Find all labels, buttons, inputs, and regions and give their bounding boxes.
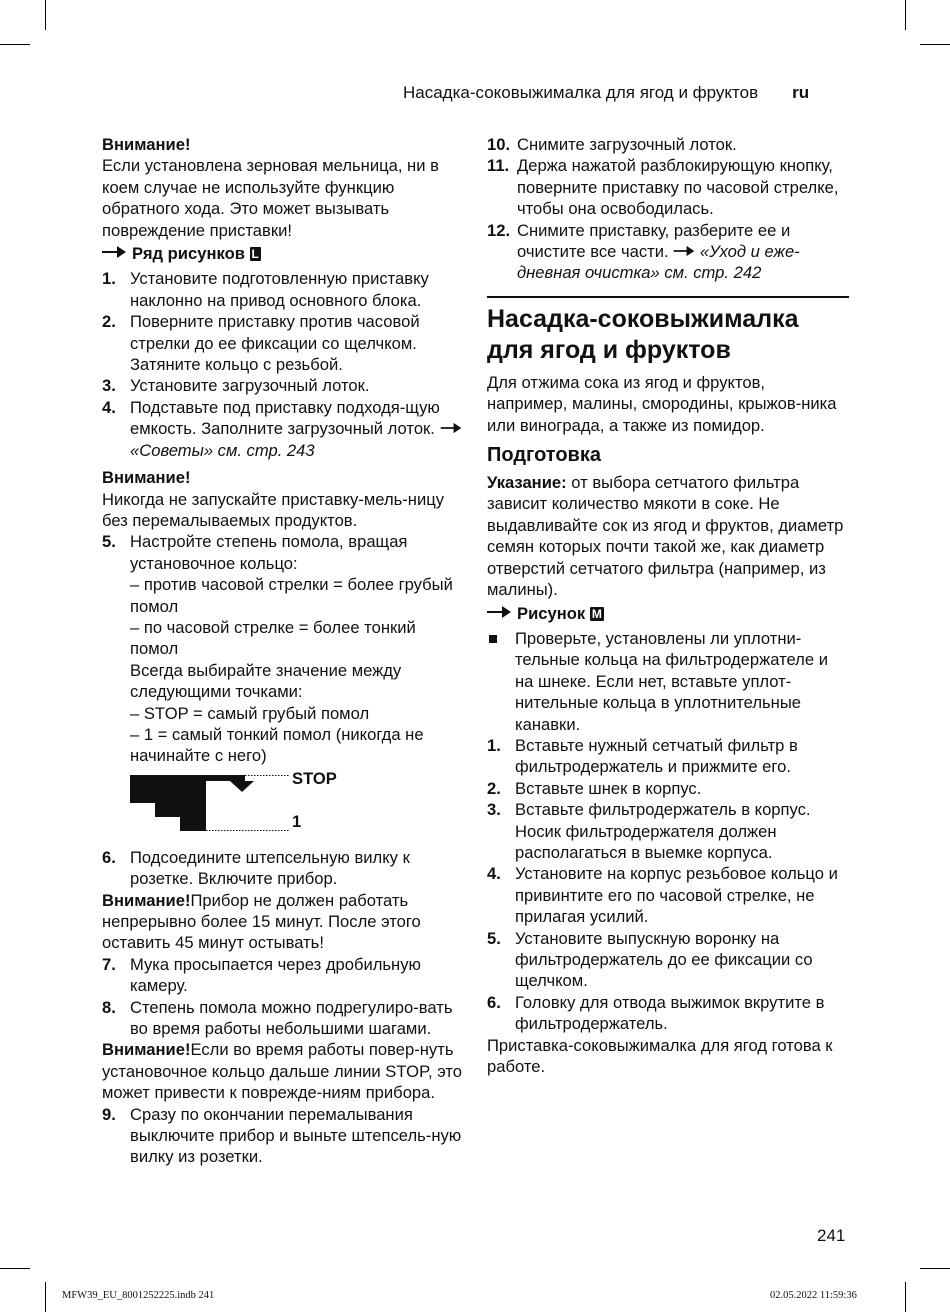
step-text: Вставьте фильтродержатель в корпус. Носик фильтродержателя должен располагаться в выемке корпуса. bbox=[515, 800, 811, 862]
step-text: Степень помола можно подрегулиро-вать во время работы небольшими шагами. bbox=[130, 997, 453, 1039]
subsection-heading: Подготовка bbox=[487, 444, 601, 467]
crop-mark bbox=[45, 1282, 46, 1312]
figure-letter: L bbox=[251, 247, 259, 262]
list-item bbox=[487, 134, 849, 155]
warning-title: Внимание! bbox=[102, 135, 191, 154]
crop-mark bbox=[905, 0, 906, 30]
crop-mark bbox=[920, 1268, 950, 1269]
cross-reference: «Советы» см. стр. 243 bbox=[130, 440, 315, 460]
step-text: Снимите загрузочный лоток. bbox=[517, 135, 737, 154]
list-item bbox=[487, 778, 849, 799]
page-number: 241 bbox=[817, 1226, 846, 1245]
note-label: Указание: bbox=[487, 473, 567, 493]
figure-ref bbox=[102, 243, 462, 264]
crop-mark bbox=[45, 0, 46, 30]
step-text: Мука просыпается через дробильную камеру. bbox=[130, 954, 421, 996]
step-number: 6. bbox=[487, 992, 501, 1012]
arrow-icon bbox=[673, 242, 695, 261]
figure-label: Ряд рисунков bbox=[132, 244, 245, 264]
list-item bbox=[102, 997, 462, 1040]
step-number: 3. bbox=[102, 376, 116, 396]
diagram-label-one: 1 bbox=[292, 811, 302, 831]
list-item bbox=[487, 220, 849, 284]
list-item bbox=[102, 375, 462, 396]
warning-title: Внимание! bbox=[102, 890, 191, 910]
list-item bbox=[102, 1104, 462, 1168]
figure-letter: M bbox=[591, 606, 602, 621]
list-item bbox=[487, 799, 849, 863]
step-text: Установите выпускную воронку на фильтродержатель до ее фиксации со щелчком. bbox=[515, 928, 813, 991]
step-line: Настройте степень помола, вращая установочное кольцо: bbox=[130, 532, 408, 573]
warning-text: Прибор не должен работать непрерывно более 15 минут. После этого оставить 45 минут остывать! bbox=[102, 890, 421, 953]
running-header bbox=[403, 83, 809, 103]
list-item bbox=[102, 311, 462, 375]
step-text: Подставьте под приставку подходя-щую емкость. Заполните загрузочный лоток. bbox=[130, 397, 440, 439]
cross-reference: «Уход и еже-дневная очистка» см. стр. 242 bbox=[517, 242, 800, 283]
closing-text: Приставка-соковыжималка для ягод готова к работе. bbox=[487, 1035, 833, 1077]
step-number: 2. bbox=[102, 312, 116, 332]
header-title: Насадка-соковыжималка для ягод и фруктов bbox=[403, 83, 759, 102]
step-number: 1. bbox=[102, 269, 116, 289]
step-text: Снимите приставку, разберите ее и очистите все части. bbox=[517, 220, 791, 262]
footer-date: 02.05.2022 11:59:36 bbox=[770, 1290, 857, 1301]
step-number: 5. bbox=[102, 532, 116, 552]
note-text: от выбора сетчатого фильтра зависит количество мякоти в соке. Не выдавливайте сок из ягод и фруктов, диаметр семян которых почти такой же, как диаметр отверстий сетчатого фильтра (например, из малины). bbox=[487, 473, 844, 600]
note-paragraph bbox=[487, 472, 849, 600]
step-number: 2. bbox=[487, 778, 501, 798]
warning-paragraph bbox=[102, 890, 462, 954]
crop-mark bbox=[0, 1268, 30, 1269]
step-number: 10. bbox=[487, 135, 511, 154]
list-item bbox=[487, 863, 849, 927]
step-line: – STOP = самый грубый помол bbox=[130, 703, 370, 723]
step-number: 4. bbox=[102, 397, 116, 417]
list-item bbox=[102, 268, 462, 311]
warning-title: Внимание! bbox=[102, 1040, 191, 1060]
list-item bbox=[102, 531, 462, 766]
step-text: Подсоедините штепсельную вилку к розетке. Включите прибор. bbox=[130, 847, 410, 889]
figure-ref bbox=[487, 603, 849, 624]
footer-file: MFW39_EU_8001252225.indb 241 bbox=[62, 1290, 215, 1301]
warning-paragraph bbox=[102, 1039, 462, 1103]
step-text: Поверните приставку против часовой стрелки до ее фиксации со щелчком. Затяните кольцо с резьбой. bbox=[130, 312, 420, 375]
step-number: 6. bbox=[102, 847, 116, 867]
diagram-label-stop: STOP bbox=[292, 768, 337, 788]
crop-mark bbox=[920, 44, 950, 45]
step-number: 5. bbox=[487, 928, 501, 948]
list-item bbox=[487, 155, 849, 219]
list-item bbox=[487, 928, 849, 992]
step-number: 8. bbox=[102, 997, 116, 1017]
arrow-icon bbox=[440, 419, 462, 438]
figure-label: Рисунок bbox=[517, 603, 586, 623]
step-number: 4. bbox=[487, 864, 501, 884]
step-line: Всегда выбирайте значение между следующими точками: bbox=[130, 660, 402, 702]
step-number: 11. bbox=[487, 156, 510, 176]
step-text: Держа нажатой разблокирующую кнопку, поверните приставку по часовой стрелке, чтобы она освободилась. bbox=[517, 156, 839, 219]
section-intro: Для отжима сока из ягод и фруктов, например, малины, смородины, крыжов-ника или винограда, а также из помидор. bbox=[487, 372, 837, 435]
step-text: Установите подготовленную приставку наклонно на привод основного блока. bbox=[130, 269, 429, 310]
warning-text: Если во время работы повер-нуть установочное кольцо дальше линии STOP, это может привести к поврежде-ниям прибора. bbox=[102, 1040, 462, 1103]
warning-title: Внимание! bbox=[102, 468, 191, 488]
step-line: – по часовой стрелке = более тонкий помол bbox=[130, 617, 416, 659]
step-number: 1. bbox=[487, 735, 501, 755]
right-column bbox=[487, 134, 849, 1077]
left-column bbox=[102, 134, 462, 1168]
list-item bbox=[487, 992, 849, 1035]
section-heading: Насадка-соковыжималка для ягод и фруктов bbox=[487, 304, 799, 364]
crop-mark bbox=[905, 1282, 906, 1312]
list-item bbox=[102, 397, 462, 461]
arrow-icon bbox=[487, 603, 511, 624]
step-text: Вставьте шнек в корпус. bbox=[515, 778, 702, 798]
step-number: 3. bbox=[487, 800, 501, 820]
step-number: 7. bbox=[102, 954, 116, 974]
list-item bbox=[487, 628, 849, 735]
step-text: Установите загрузочный лоток. bbox=[130, 376, 370, 396]
header-lang: ru bbox=[792, 83, 810, 102]
bullet-text: Проверьте, установлены ли уплотни-тельные кольца на фильтродержателе и на шнеке. Если нет, вставьте уплот-нительные кольца в уплотнительные канавки. bbox=[515, 628, 828, 734]
step-text: Вставьте нужный сетчатый фильтр в фильтродержатель и прижмите его. bbox=[515, 735, 798, 777]
arrow-icon bbox=[102, 243, 126, 264]
grind-setting-diagram bbox=[102, 768, 462, 837]
step-text: Головку для отвода выжимок вкрутите в фильтродержатель. bbox=[515, 992, 825, 1034]
crop-mark bbox=[0, 44, 30, 45]
warning-text: Никогда не запускайте приставку-мель-ницу без перемалываемых продуктов. bbox=[102, 489, 445, 530]
warning-text: Если установлена зерновая мельница, ни в коем случае не используйте функцию обратного хода. Это может вызывать повреждение приставки! bbox=[102, 156, 439, 240]
list-item bbox=[487, 735, 849, 778]
step-number: 9. bbox=[102, 1104, 116, 1124]
list-item bbox=[102, 954, 462, 997]
list-item bbox=[102, 847, 462, 890]
step-text: Установите на корпус резьбовое кольцо и привинтите его по часовой стрелке, не прилагая усилий. bbox=[515, 864, 838, 927]
bullet-square-icon bbox=[489, 635, 497, 643]
step-line: – против часовой стрелки = более грубый помол bbox=[130, 575, 453, 616]
step-text: Сразу по окончании перемалывания выключите прибор и выньте штепсель-ную вилку из розетки. bbox=[130, 1104, 462, 1167]
step-line: – 1 = самый тонкий помол (никогда не начинайте с него) bbox=[130, 724, 424, 766]
step-number: 12. bbox=[487, 220, 511, 240]
section-divider bbox=[487, 296, 849, 298]
